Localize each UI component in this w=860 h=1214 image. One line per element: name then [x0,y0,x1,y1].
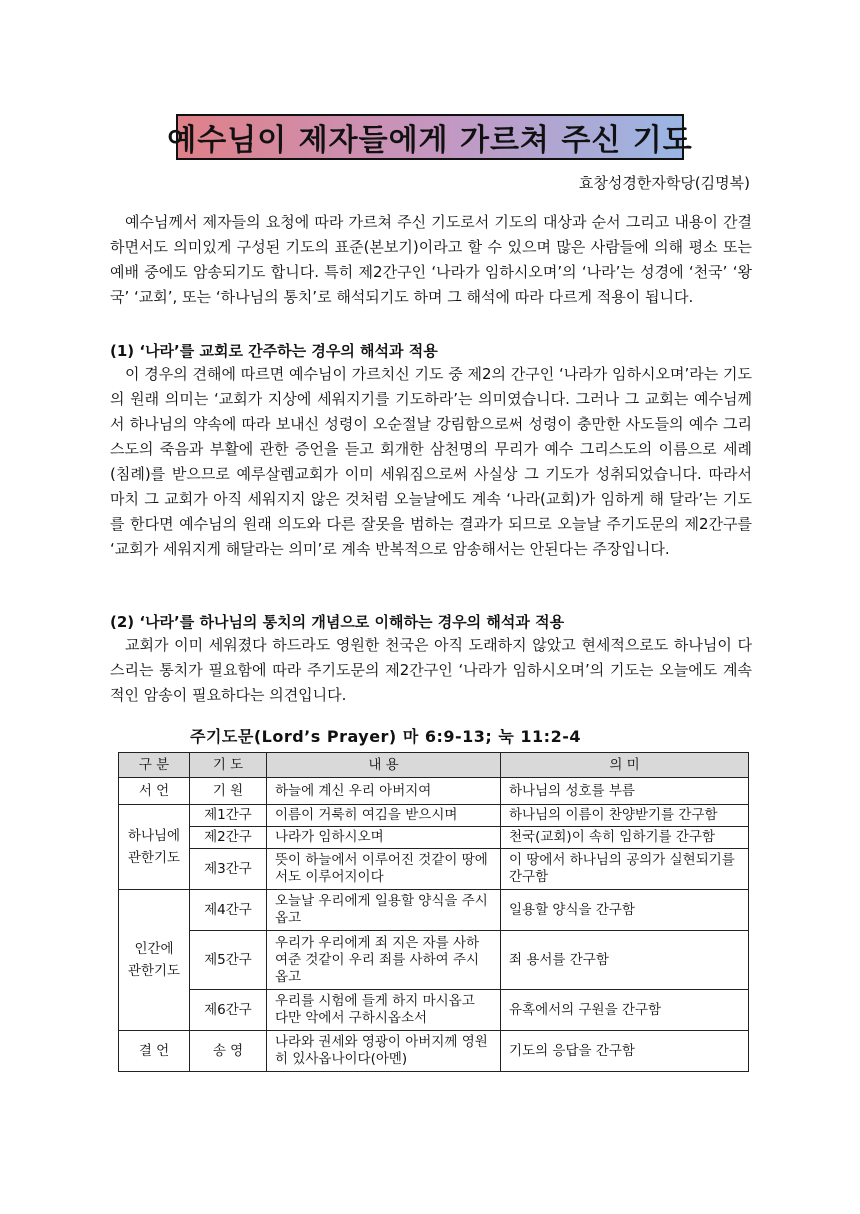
header-content: 내 용 [267,753,501,778]
meaning-cell: 일용할 양식을 간구함 [501,890,749,931]
meaning-cell: 유혹에서의 구원을 간구함 [501,990,749,1031]
meaning-cell: 죄 용서를 간구함 [501,931,749,990]
author-line: 효창성경한자학당(김명복) [578,174,750,192]
table-row [119,1031,749,1072]
table-row [119,931,749,990]
group-cell: 인간에 관한기도 [119,890,190,1031]
part-cell: 제5간구 [190,931,267,990]
content-cell: 이름이 거룩히 여김을 받으시며 [267,805,501,827]
part-cell: 기 원 [190,778,267,805]
section1-paragraph: 이 경우의 견해에 따르면 예수님이 가르치신 기도 중 제2의 간구인 ‘나라가 임하시오며’라는 기도의 원래 의미는 ‘교회가 지상에 세워지기를 기도하라’는 의미였습니다. 그러나 그 교회는 예수님께서 하나님의 약속에 따라 보내신 성령이 오순절날 강림함으로써 성령이 충만한 사도들의 예수 그리스도의 죽음과 부활에 관한 증언을 듣고 회개한 삼천명의 무리가 예수 그리스도의 이름으로 세례(침례)를 받으므로 예루살렘교회가 이미 세워짐으로써 사실상 그 기도가 성취되었습니다. 따라서 마치 그 교회가 아직 세워지지 않은 것처럼 오늘날에도 계속 ‘나라(교회)가 임하게 해 달라’는 기도를 한다면 예수님의 원래 의도와 다른 잘못을 범하는 결과가 되므로 오늘날 주기도문의 제2간구를 ‘교회가 세워지게 해달라는 의미’로 계속 반복적으로 암송해서는 안된다는 주장입니다. [110,365,752,558]
prayer-table [118,752,749,1072]
header-prayer: 기 도 [190,753,267,778]
part-cell: 제1간구 [190,805,267,827]
table-row [119,827,749,849]
table-row [119,890,749,931]
intro-paragraph: 예수님께서 제자들의 요청에 따라 가르쳐 주신 기도로서 기도의 대상과 순서 그리고 내용이 간결하면서도 의미있게 구성된 기도의 표준(본보기)이라고 할 수 있으며 많은 사람들에 의해 평소 또는 예배 중에도 암송되기도 합니다. 특히 제2간구인 ‘나라가 임하시오며’의 ‘나라’는 성경에 ‘천국’ ‘왕국’ ‘교회’, 또는 ‘하나님의 통치’로 해석되기도 하며 그 해석에 따라 다르게 적용이 됩니다. [110,213,752,306]
title-banner [167,114,693,160]
content-cell: 우리가 우리에게 죄 지은 자를 사하여준 것같이 우리 죄를 사하여 주시옵고 [267,931,501,990]
table-header-row [119,753,749,778]
content-cell: 뜻이 하늘에서 이루어진 것같이 땅에서도 이루어지이다 [267,849,501,890]
group-cell: 서 언 [119,778,190,805]
group-cell: 하나님에 관한기도 [119,805,190,890]
content-cell: 나라가 임하시오며 [267,827,501,849]
content-cell: 나라와 권세와 영광이 아버지께 영원히 있사옵나이다(아멘) [267,1031,501,1072]
header-category: 구 분 [119,753,190,778]
document-title: 예수님이 제자들에게 가르쳐 주신 기도 [167,123,693,158]
meaning-cell: 하나님의 이름이 찬양받기를 간구함 [501,805,749,827]
meaning-cell: 기도의 응답을 간구함 [501,1031,749,1072]
group-cell: 결 언 [119,1031,190,1072]
table-row [119,805,749,827]
table-row [119,990,749,1031]
content-cell: 오늘날 우리에게 일용할 양식을 주시옵고 [267,890,501,931]
meaning-cell: 하나님의 성호를 부름 [501,778,749,805]
part-cell: 제2간구 [190,827,267,849]
section2-heading: (2) ‘나라’를 하나님의 통치의 개념으로 이해하는 경우의 해석과 적용 [110,613,565,631]
header-meaning: 의 미 [501,753,749,778]
part-cell: 제4간구 [190,890,267,931]
part-cell: 송 영 [190,1031,267,1072]
meaning-cell: 이 땅에서 하나님의 공의가 실현되기를 간구함 [501,849,749,890]
part-cell: 제3간구 [190,849,267,890]
table-row [119,778,749,805]
section2-paragraph: 교회가 이미 세워졌다 하드라도 영원한 천국은 아직 도래하지 않았고 현세적으로도 하나님이 다스리는 통치가 필요함에 따라 주기도문의 제2간구인 ‘나라가 임하시오며’의 기도는 오늘에도 계속적인 암송이 필요하다는 의견입니다. [110,636,752,704]
section1-heading: (1) ‘나라’를 교회로 간주하는 경우의 해석과 적용 [110,342,438,360]
table-row [119,849,749,890]
content-cell: 우리를 시험에 들게 하지 마시옵고 다만 악에서 구하시옵소서 [267,990,501,1031]
content-cell: 하늘에 계신 우리 아버지여 [267,778,501,805]
part-cell: 제6간구 [190,990,267,1031]
meaning-cell: 천국(교회)이 속히 임하기를 간구함 [501,827,749,849]
table-title: 주기도문(Lord’s Prayer) 마 6:9-13; 눅 11:2-4 [190,727,581,746]
